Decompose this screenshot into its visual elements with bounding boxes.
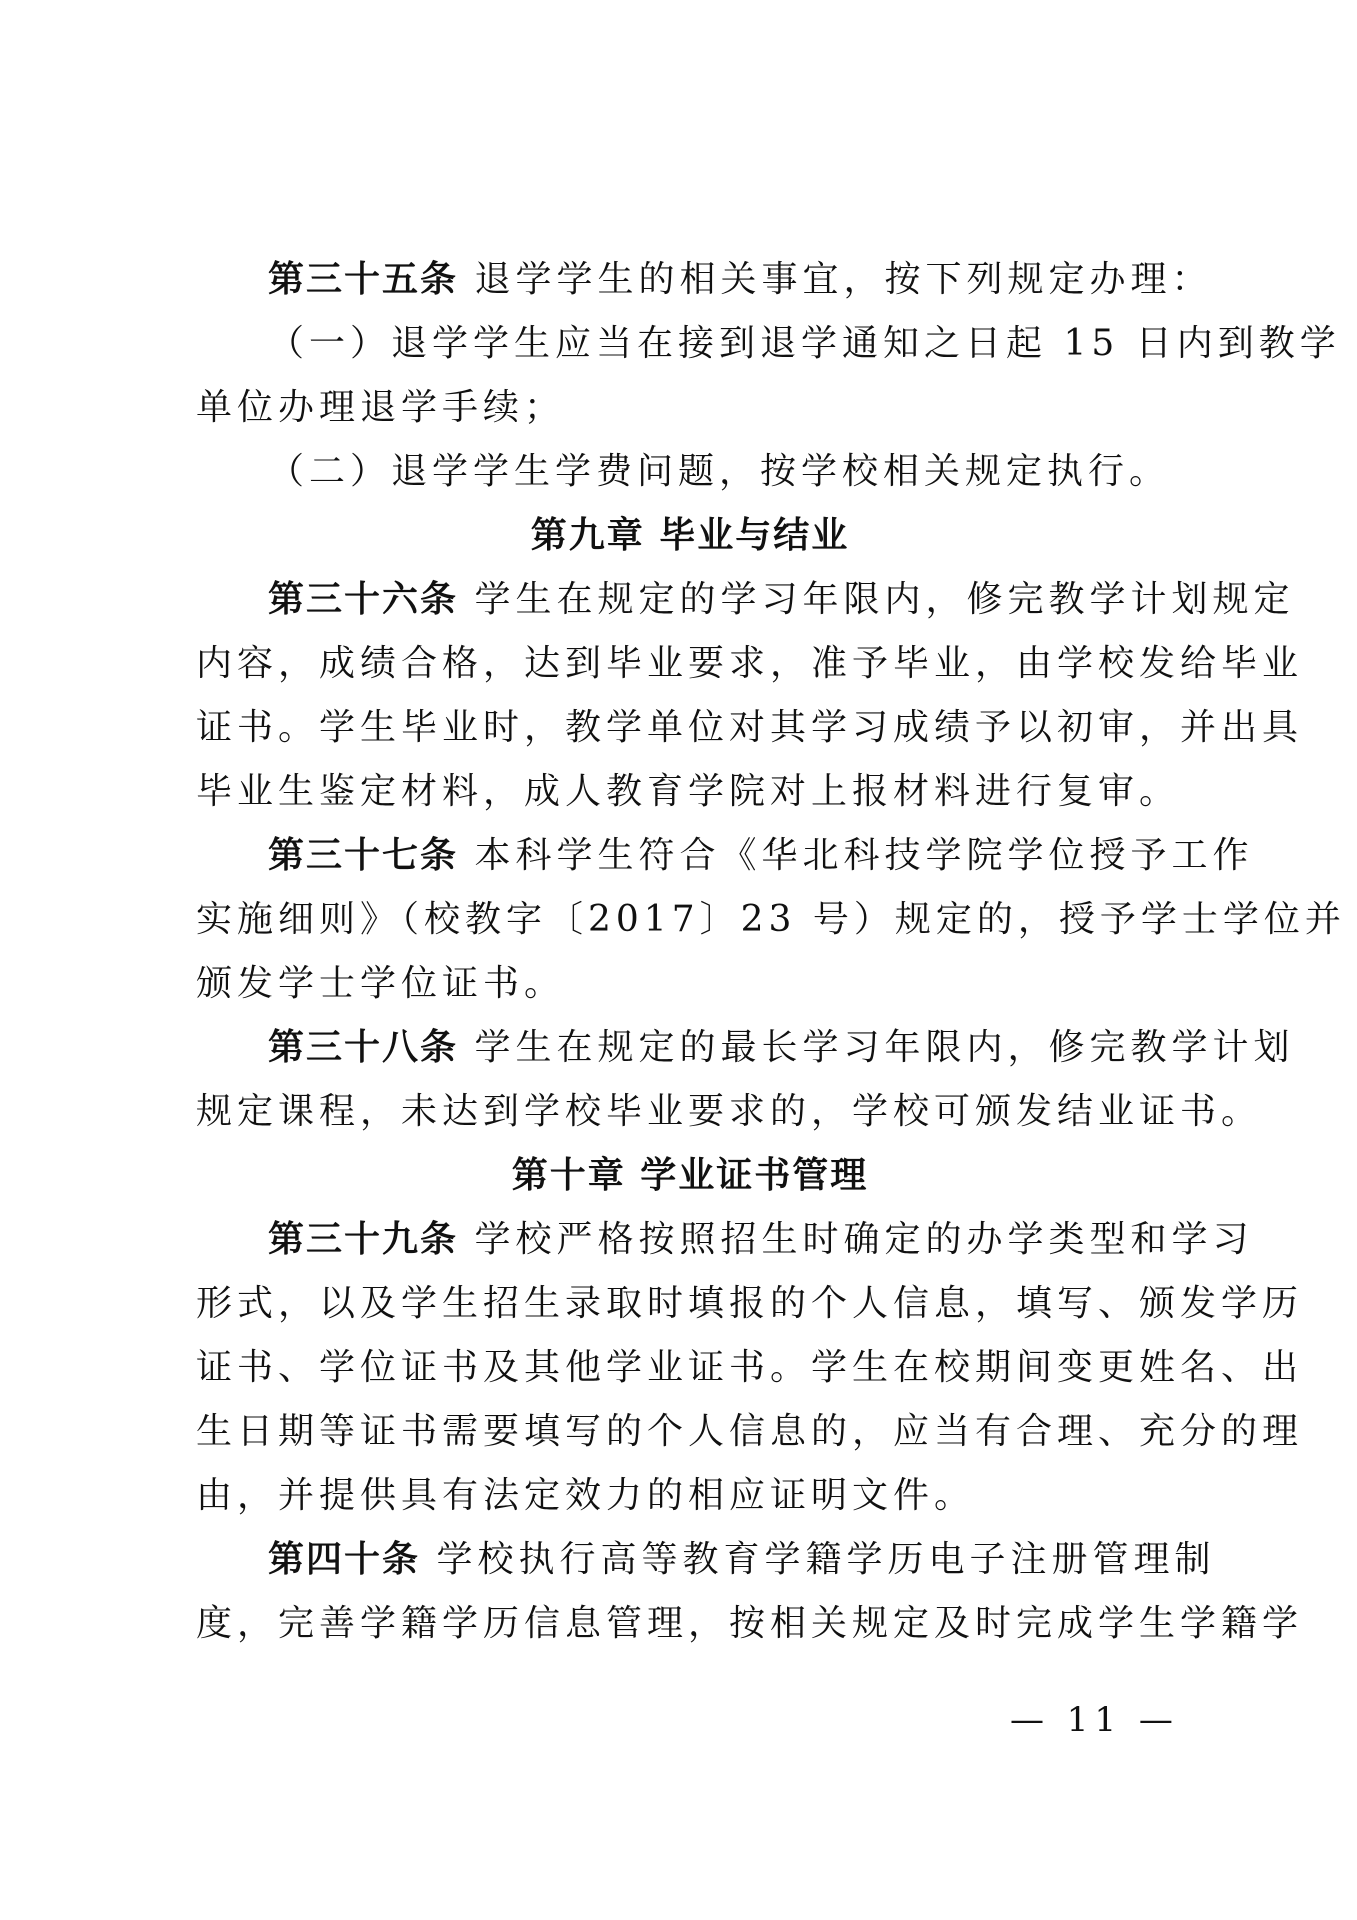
- article-35-item-1-line-2: 单位办理退学手续；: [196, 387, 566, 428]
- article-38-line-2: 规定课程，未达到学校毕业要求的，学校可颁发结业证书。: [196, 1091, 1263, 1132]
- article-38-text-1: 学生在规定的最长学习年限内，修完教学计划: [474, 1027, 1295, 1068]
- article-36-line-3: 证书。学生毕业时，教学单位对其学习成绩予以初审，并出具: [196, 707, 1304, 748]
- document-body: [196, 248, 1346, 1656]
- article-37-line-3: 颁发学士学位证书。: [196, 963, 566, 1004]
- article-39-line-1: [196, 1208, 1254, 1272]
- article-39-title: 第三十九条: [268, 1219, 459, 1260]
- article-37-title: 第三十七条: [268, 835, 459, 876]
- article-39-text-1: 学校严格按照招生时确定的办学类型和学习: [474, 1219, 1254, 1260]
- chapter-9-heading: 第九章 毕业与结业: [530, 515, 850, 556]
- article-37-line-1: [196, 824, 1254, 888]
- article-36-text-1: 学生在规定的学习年限内，修完教学计划规定: [474, 579, 1295, 620]
- article-35-lead: 退学学生的相关事宜，按下列规定办理：: [474, 259, 1213, 300]
- chapter-10-heading: 第十章 学业证书管理: [511, 1155, 869, 1196]
- article-36-line-2: 内容，成绩合格，达到毕业要求，准予毕业，由学校发给毕业: [196, 643, 1304, 684]
- article-37-line-2: 实施细则》（校教字〔2017〕23 号）规定的，授予学士学位并: [196, 899, 1346, 940]
- article-39-line-4: 生日期等证书需要填写的个人信息的，应当有合理、充分的理: [196, 1411, 1304, 1452]
- article-40-line-1: [196, 1528, 1216, 1592]
- article-35-title: 第三十五条: [268, 259, 459, 300]
- article-39-line-5: 由，并提供具有法定效力的相应证明文件。: [196, 1475, 976, 1516]
- article-36-title: 第三十六条: [268, 579, 459, 620]
- article-40-title: 第四十条: [268, 1539, 421, 1580]
- article-35-item-2: （二）退学学生学费问题，按学校相关规定执行。: [268, 451, 1171, 492]
- page-number: — 11 —: [1010, 1700, 1179, 1740]
- article-40-text-1: 学校执行高等教育学籍学历电子注册管理制: [436, 1539, 1216, 1580]
- article-36-line-4: 毕业生鉴定材料，成人教育学院对上报材料进行复审。: [196, 771, 1181, 812]
- article-39-line-2: 形式，以及学生招生录取时填报的个人信息，填写、颁发学历: [196, 1283, 1304, 1324]
- article-36-line-1: [196, 568, 1295, 632]
- article-35-line-1: [196, 248, 1213, 312]
- article-38-line-1: [196, 1016, 1295, 1080]
- article-40-line-2: 度，完善学籍学历信息管理，按相关规定及时完成学生学籍学: [196, 1603, 1304, 1644]
- article-35-item-1-line-1: （一）退学学生应当在接到退学通知之日起 15 日内到教学: [268, 323, 1341, 364]
- article-39-line-3: 证书、学位证书及其他学业证书。学生在校期间变更姓名、出: [196, 1347, 1304, 1388]
- article-37-text-1: 本科学生符合《华北科技学院学位授予工作: [474, 835, 1254, 876]
- article-38-title: 第三十八条: [268, 1027, 459, 1068]
